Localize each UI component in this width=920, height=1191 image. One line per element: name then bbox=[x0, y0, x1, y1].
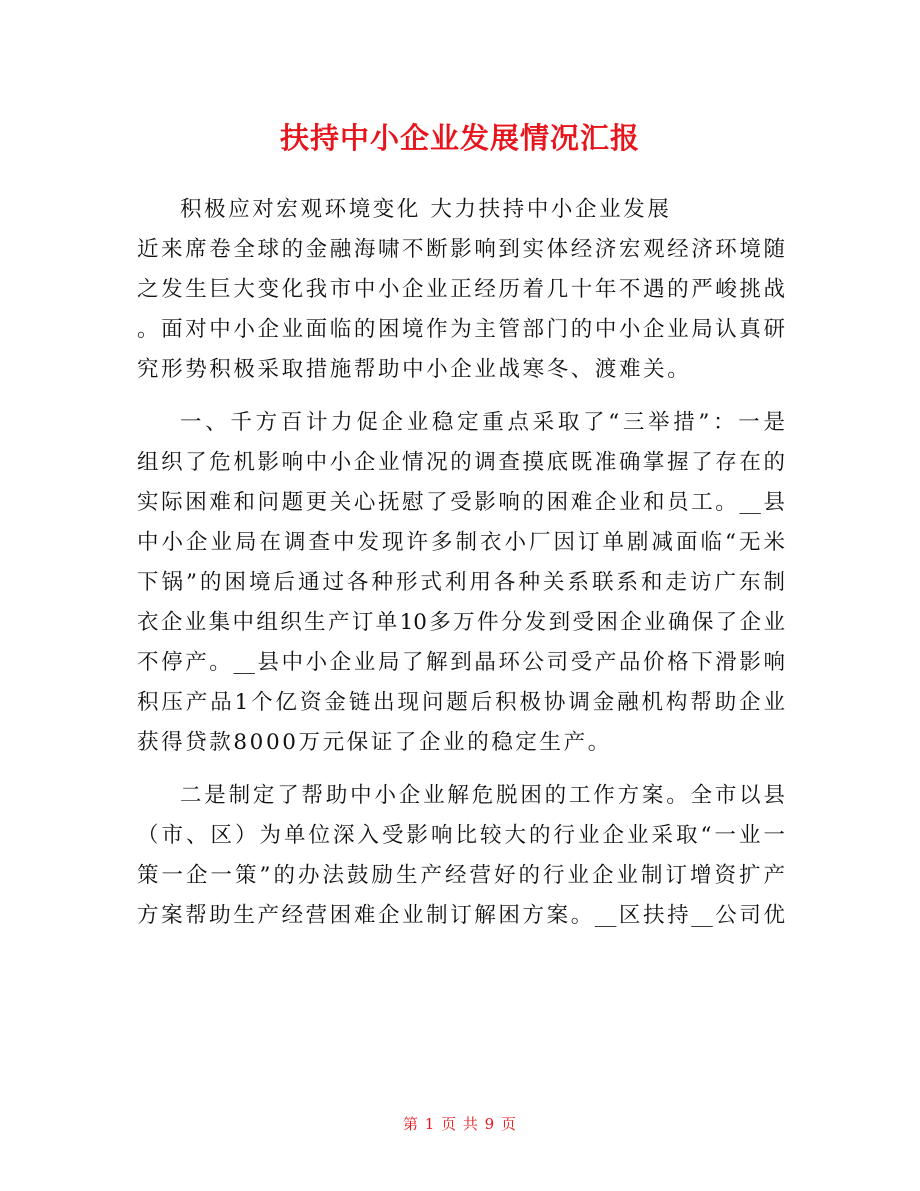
paragraph-gap bbox=[137, 390, 785, 403]
paragraph-line: 中小企业局在调查中发现许多制衣小厂因订单剧减面临“无米 bbox=[137, 530, 785, 555]
document-title: 扶持中小企业发展情况汇报 bbox=[279, 121, 640, 155]
paragraph-line: 积压产品1个亿资金链出现问题后积极协调金融机构帮助企业 bbox=[137, 690, 785, 715]
paragraph-line: 方案帮助生产经营困难企业制订解困方案。__区扶持__公司优 bbox=[137, 903, 785, 928]
paragraph-line: 下锅”的困境后通过各种形式利用各种关系联系和走访广东制 bbox=[137, 570, 785, 595]
paragraph-line: 不停产。__县中小企业局了解到晶环公司受产品价格下滑影响 bbox=[137, 650, 785, 675]
paragraph-line: 策一企一策”的办法鼓励生产经营好的行业企业制订增资扩产 bbox=[137, 863, 785, 888]
paragraph-line: 近来席卷全球的金融海啸不断影响到实体经济宏观经济环境随 bbox=[137, 237, 785, 262]
paragraph-line: 获得贷款8000万元保证了企业的稳定生产。 bbox=[137, 730, 612, 755]
document-subtitle: 积极应对宏观环境变化 大力扶持中小企业发展 bbox=[180, 197, 672, 222]
paragraph-gap bbox=[137, 763, 785, 776]
paragraph-line: 。面对中小企业面临的困境作为主管部门的中小企业局认真研 bbox=[137, 317, 785, 342]
page-number: 第 1 页 共 9 页 bbox=[403, 1115, 517, 1133]
paragraph-line: 衣企业集中组织生产订单10多万件分发到受困企业确保了企业 bbox=[137, 610, 785, 635]
paragraph-line: 一、千方百计力促企业稳定重点采取了“三举措”：一是 bbox=[180, 410, 785, 435]
paragraph-line: （市、区）为单位深入受影响比较大的行业企业采取“一业一 bbox=[137, 823, 785, 848]
paragraph-line: 组织了危机影响中小企业情况的调查摸底既准确掌握了存在的 bbox=[137, 450, 785, 475]
document-body bbox=[137, 190, 785, 936]
paragraph-line: 究形势积极采取措施帮助中小企业战寒冬、渡难关。 bbox=[137, 357, 692, 382]
paragraph-line: 二是制定了帮助中小企业解危脱困的工作方案。全市以县 bbox=[180, 783, 785, 808]
paragraph-line: 实际困难和问题更关心抚慰了受影响的困难企业和员工。__县 bbox=[137, 490, 785, 515]
paragraph-line: 之发生巨大变化我市中小企业正经历着几十年不遇的严峻挑战 bbox=[137, 277, 785, 302]
